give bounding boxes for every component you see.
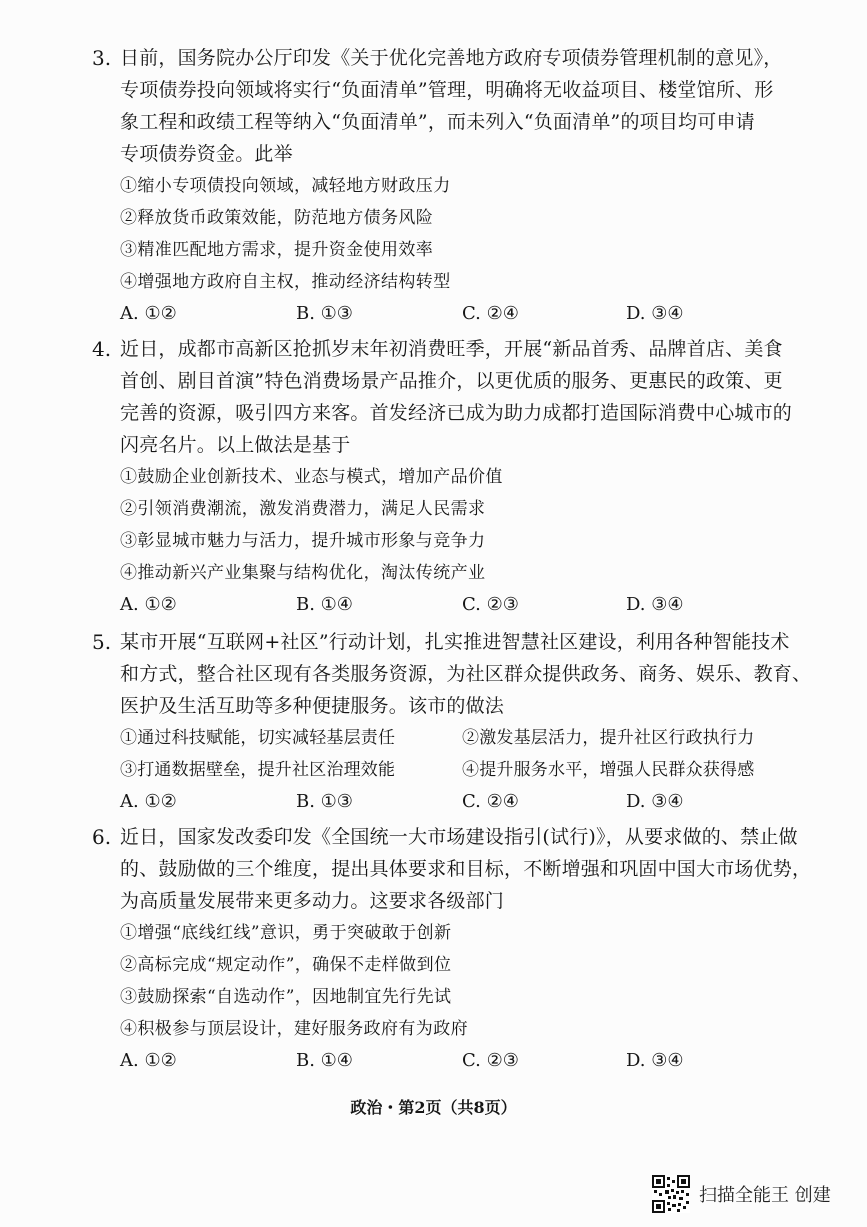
stem-line: 某市开展“互联网+社区”行动计划，扎实推进智慧社区建设，利用各种智能技术 <box>120 631 790 653</box>
page-footer: 政治・第2页（共8页） <box>350 1098 517 1117</box>
qr-code-icon <box>652 1175 690 1213</box>
stem-line: 闪亮名片。以上做法是基于 <box>120 434 351 456</box>
scanner-label: 扫描全能王 创建 <box>699 1185 831 1206</box>
answer-choice-d: D. ③④ <box>626 303 684 324</box>
answer-choice-c: C. ②④ <box>462 791 519 812</box>
statement-option-row <box>120 722 782 754</box>
answer-choices <box>120 298 782 330</box>
answer-choice-d: D. ③④ <box>626 791 684 812</box>
stem-line: 象工程和政绩工程等纳入“负面清单”，而未列入“负面清单”的项目均可申请 <box>120 111 755 133</box>
statement-option: ③彰显城市魅力与活力，提升城市形象与竞争力 <box>120 531 486 551</box>
stem-line: 专项债券资金。此举 <box>120 143 293 165</box>
question-3 <box>92 42 782 330</box>
stem-line: 近日，国家发改委印发《全国统一大市场建设指引(试行)》，从要求做的、禁止做 <box>120 826 798 848</box>
scanner-watermark <box>652 1174 831 1214</box>
stem-line: 完善的资源，吸引四方来客。首发经济已成为助力成都打造国际消费中心城市的 <box>120 402 793 424</box>
statement-option: ④增强地方政府自主权，推动经济结构转型 <box>120 272 451 292</box>
question-5 <box>92 626 812 818</box>
statement-option: ④提升服务水平，增强人民群众获得感 <box>462 760 755 780</box>
stem-line: 医护及生活互助等多种便捷服务。该市的做法 <box>120 695 505 717</box>
question-number: 5. <box>92 630 112 654</box>
statement-option: ③打通数据壁垒，提升社区治理效能 <box>120 760 396 780</box>
answer-choice-c: C. ②③ <box>462 1050 519 1071</box>
answer-choice-b: B. ①④ <box>296 1050 353 1071</box>
answer-choice-d: D. ③④ <box>626 594 684 615</box>
answer-choice-c: C. ②④ <box>462 303 519 324</box>
statement-option: ①鼓励企业创新技术、业态与模式，增加产品价值 <box>120 467 503 487</box>
answer-choice-b: B. ①③ <box>296 303 353 324</box>
answer-choices <box>120 786 782 818</box>
stem-line: 和方式，整合社区现有各类服务资源，为社区群众提供政务、商务、娱乐、教育、 <box>120 663 812 685</box>
question-6 <box>92 821 812 1077</box>
statement-option: ②激发基层活力，提升社区行政执行力 <box>462 728 755 748</box>
question-4 <box>92 333 793 621</box>
statement-option: ①缩小专项债投向领域，减轻地方财政压力 <box>120 176 451 196</box>
answer-choice-c: C. ②③ <box>462 594 519 615</box>
answer-choice-a: A. ①② <box>120 594 177 615</box>
stem-line: 的、鼓励做的三个维度，提出具体要求和目标，不断增强和巩固中国大市场优势， <box>120 858 812 880</box>
stem-line: 专项债券投向领域将实行“负面清单”管理，明确将无收益项目、楼堂馆所、形 <box>120 79 774 101</box>
stem-line: 为高质量发展带来更多动力。这要求各级部门 <box>120 890 505 912</box>
statement-option: ①通过科技赋能，切实减轻基层责任 <box>120 728 396 748</box>
answer-choice-b: B. ①④ <box>296 594 353 615</box>
answer-choice-a: A. ①② <box>120 791 177 812</box>
statement-option-row <box>120 754 782 786</box>
answer-choice-a: A. ①② <box>120 303 177 324</box>
question-stem <box>120 821 812 917</box>
question-stem <box>120 42 782 170</box>
statement-option: ③精准匹配地方需求，提升资金使用效率 <box>120 240 434 260</box>
statement-option: ②释放货币政策效能，防范地方债务风险 <box>120 208 434 228</box>
answer-choice-d: D. ③④ <box>626 1050 684 1071</box>
statement-option: ④积极参与顶层设计，建好服务政府有为政府 <box>120 1019 468 1039</box>
statement-option: ②引领消费潮流，激发消费潜力，满足人民需求 <box>120 499 486 519</box>
statement-option: ③鼓励探索“自选动作”，因地制宜先行先试 <box>120 987 452 1007</box>
question-stem <box>120 333 793 461</box>
answer-choices <box>120 589 782 621</box>
stem-line: 近日，成都市高新区抢抓岁末年初消费旺季，开展“新品首秀、品牌首店、美食 <box>120 338 783 360</box>
answer-choices <box>120 1045 782 1077</box>
question-stem <box>120 626 812 722</box>
statement-option: ④推动新兴产业集聚与结构优化，淘汰传统产业 <box>120 563 486 583</box>
question-number: 4. <box>92 337 112 361</box>
answer-choice-a: A. ①② <box>120 1050 177 1071</box>
statement-option: ②高标完成“规定动作”，确保不走样做到位 <box>120 955 452 975</box>
stem-line: 日前，国务院办公厅印发《关于优化完善地方政府专项债券管理机制的意见》， <box>120 47 783 69</box>
statement-option: ①增强“底线红线”意识，勇于突破敢于创新 <box>120 923 452 943</box>
question-number: 3. <box>92 46 112 70</box>
stem-line: 首创、剧目首演”特色消费场景产品推介，以更优质的服务、更惠民的政策、更 <box>120 370 783 392</box>
answer-choice-b: B. ①③ <box>296 791 353 812</box>
question-number: 6. <box>92 825 112 849</box>
